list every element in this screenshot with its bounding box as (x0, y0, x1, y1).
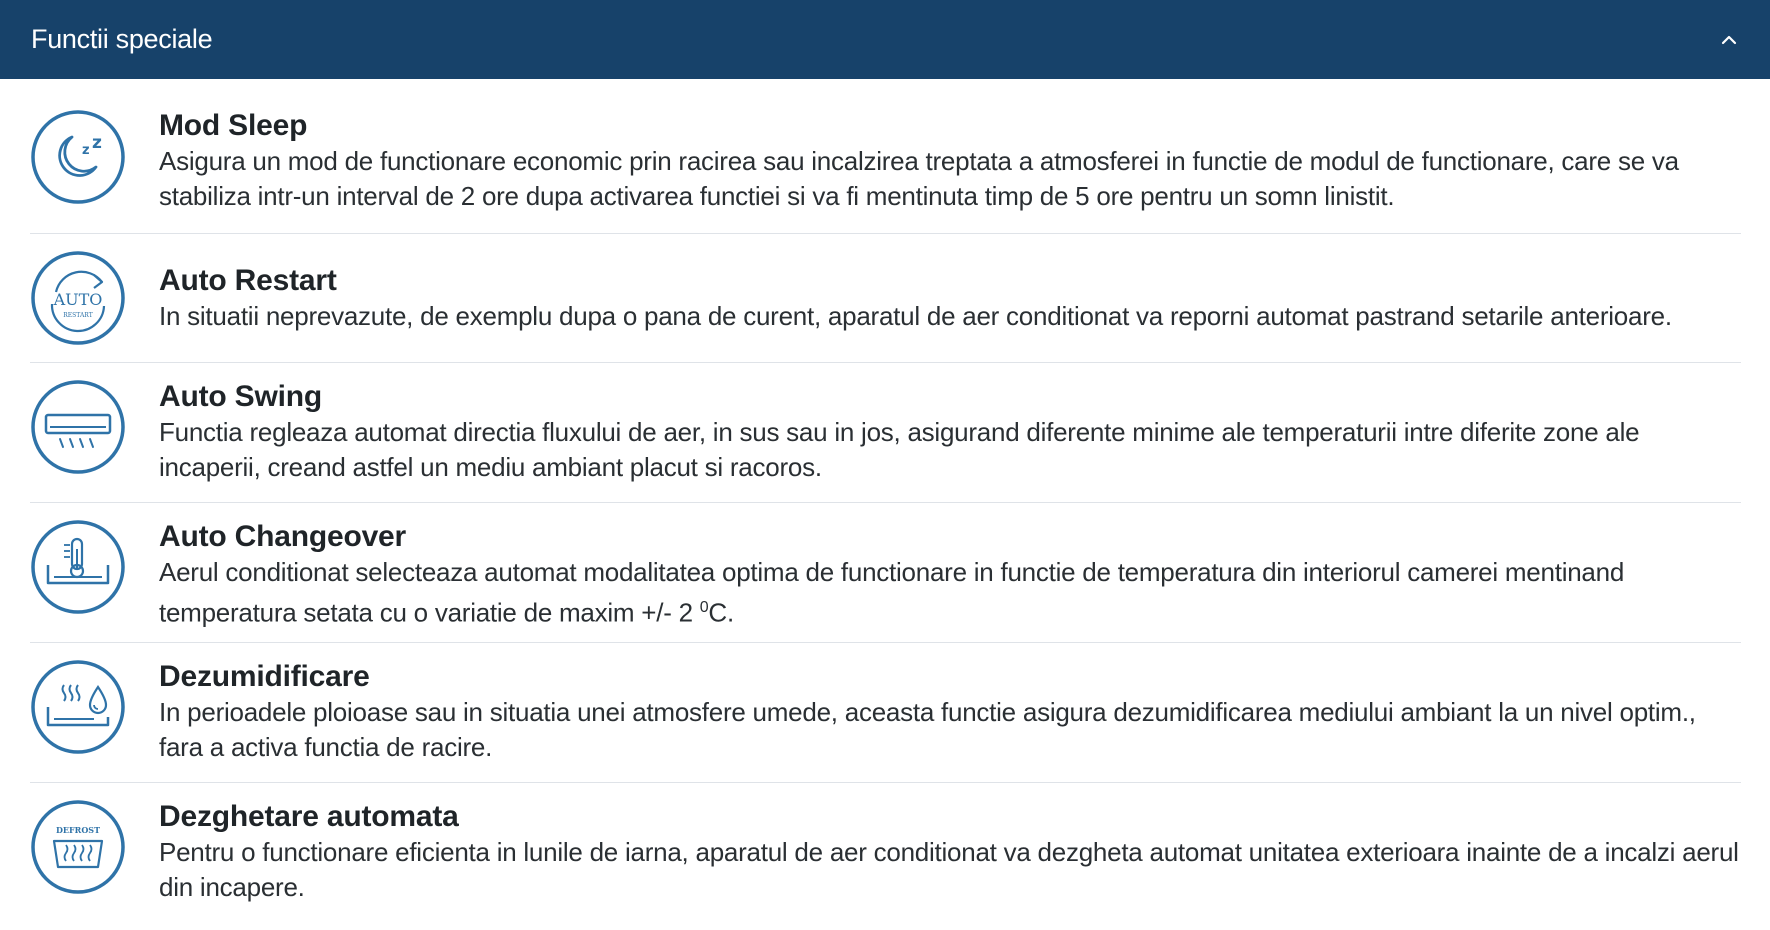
panel-title: Functii speciale (31, 24, 213, 54)
feature-description: Pentru o functionare eficienta in lunile de iarna, aparatul de aer conditionat va dezgheta automat unitatea exterioara inainte de a incalzi aerul din incapere. (159, 837, 1739, 902)
feature-item-sleep (30, 79, 1741, 234)
svg-text:AUTO: AUTO (53, 290, 103, 309)
feature-title: Mod Sleep (159, 109, 308, 142)
feature-list (30, 79, 1741, 923)
feature-item-defrost (30, 783, 1741, 923)
feature-item-dehumidify (30, 643, 1741, 783)
feature-item-auto-restart (30, 234, 1741, 363)
svg-text:z: z (92, 133, 102, 153)
feature-description: Functia regleaza automat directia fluxului de aer, in sus sau in jos, asigurand diferente minime ale temperaturii intre diferite zone ale incaperii, creand astfel un mediu ambiant placut si racoros. (159, 417, 1640, 482)
feature-title: Auto Restart (159, 264, 337, 297)
feature-description: In perioadele ploioase sau in situatia unei atmosfere umede, aceasta functie asigura dezumidificarea mediului ambiant la un nivel optim., fara a activa functia de racire. (159, 697, 1696, 762)
feature-title: Auto Swing (159, 380, 322, 413)
feature-title: Dezumidificare (159, 660, 370, 693)
sleep-moon-icon (30, 109, 126, 205)
svg-text:z: z (82, 143, 90, 158)
defrost-icon (30, 799, 126, 895)
dehumidify-icon (30, 659, 126, 755)
auto-swing-icon (30, 379, 126, 475)
panel-header[interactable] (0, 0, 1770, 79)
svg-text:DEFROST: DEFROST (55, 825, 101, 835)
feature-description: Asigura un mod de functionare economic prin racirea sau incalzirea treptata a atmosferei in functie de modul de functionare, care se va stabiliza intr-un interval de 2 ore dupa activarea functiei si va fi mentinuta timp de 5 ore pentru un somn linistit. (159, 146, 1679, 211)
feature-title: Auto Changeover (159, 520, 407, 553)
feature-item-auto-swing (30, 363, 1741, 503)
svg-text:RESTART: RESTART (63, 312, 93, 319)
chevron-up-icon[interactable] (1718, 29, 1740, 51)
auto-restart-icon (30, 250, 126, 346)
feature-item-auto-changeover (30, 503, 1741, 643)
feature-description: In situatii neprevazute, de exemplu dupa o pana de curent, aparatul de aer conditionat va reporni automat pastrand setarile anterioare. (159, 301, 1672, 331)
auto-changeover-icon (30, 519, 126, 615)
feature-description: Aerul conditionat selecteaza automat modalitatea optima de functionare in functie de temperatura din interiorul camerei mentinand temperatura setata cu o variatie de maxim +/- 2 $^0$C. (159, 557, 1625, 628)
feature-title: Dezghetare automata (159, 800, 459, 833)
